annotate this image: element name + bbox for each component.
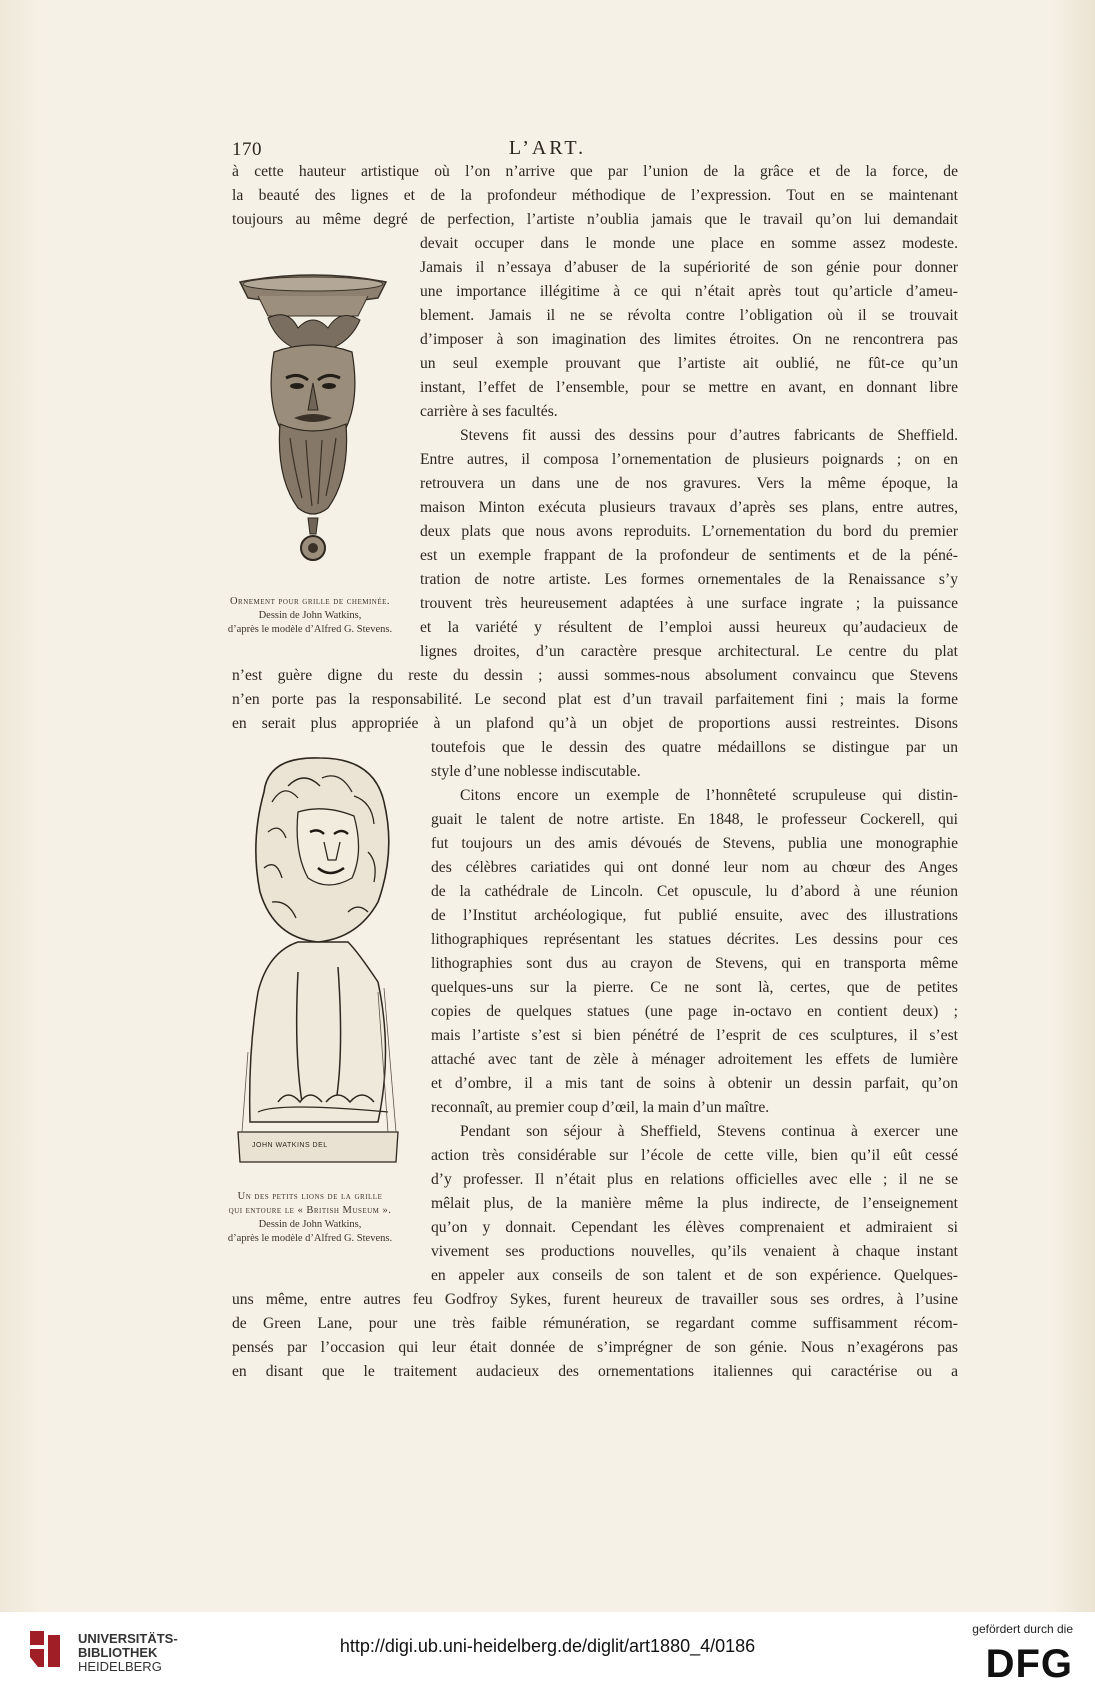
dfg-logo: DFG [985,1642,1073,1686]
text-line: à cette hauteur artistique où l’on n’arrive que par l’union de la grâce et de la force, de [232,163,958,180]
text-line: n’est guère digne du reste du dessin ; aussi sommes-nous absolument convaincu que Stevens [232,667,958,684]
ornament-illustration [228,268,398,588]
text-line: blement. Jamais il ne se révolta contre l’obligation où il se trouvait [420,307,958,324]
text-line: deux plats que nous avons reproduits. L’ornementation du bord du premier [420,523,958,540]
text-line: Stevens fit aussi des dessins pour d’autres fabricants de Sheffield. [460,427,958,444]
text-line: quelques-uns sur la pierre. Ce ne sont là, certes, que de petites [431,979,958,996]
text-line: une importance illégitime à ce qui n’était après tout qu’article d’ameu- [420,283,958,300]
text-line: lignes droites, d’un caractère presque architectural. Le centre du plat [420,643,958,660]
text-line: n’en porte pas la responsabilité. Le second plat est d’un travail parfaitement fini ; mais la forme [232,691,958,708]
caption-title: qui entoure le « British Museum ». [228,1205,392,1216]
text-line: retrouvera un dans une de nos gravures. Vers la même époque, la [420,475,958,492]
caption-line: Dessin de John Watkins, [258,1219,362,1230]
text-line: uns même, entre autres feu Godfroy Sykes, furent heureux de travailler sous ses ordres, à l’usine [232,1291,958,1308]
text-line: Jamais il n’essaya d’abuser de la supériorité de son génie pour donner [420,259,958,276]
permalink-url[interactable]: http://digi.ub.uni-heidelberg.de/diglit/art1880_4/0186 [339,1636,756,1656]
library-name-line: UNIVERSITÄTS- [78,1631,178,1646]
caption-title: Ornement pour grille de cheminée. [229,596,391,607]
text-line: qu’on y donnait. Cependant les élèves comprenaient et admiraient si [431,1219,958,1236]
text-line: est un exemple frappant de la profondeur de sentiments et de la péné- [420,547,958,564]
text-line: toujours au même degré de perfection, l’artiste n’oublia jamais que le travail qu’on lui demandait [232,211,958,228]
illustration-signature: JOHN WATKINS DEL [252,1142,328,1149]
text-line: instant, l’effet de l’ensemble, pour se mettre en avant, en donnant libre [420,379,958,396]
text-line: fut toujours un des amis dévoués de Stevens, publia une monographie [431,835,958,852]
lion-illustration [228,752,408,1182]
text-line: Citons encore un exemple de l’honnêteté scrupuleuse qui distin- [460,787,958,804]
text-line: d’y professer. Il n’était plus en relations officielles avec elle ; il ne se [431,1171,958,1188]
text-line: de la cathédrale de Lincoln. Cet opuscule, lu d’abord à une réunion [431,883,958,900]
text-line: lithographies sont dus au crayon de Stevens, qui en transporta même [431,955,958,972]
text-line: lithographiques représentant les statues décrites. Les dessins pour ces [431,931,958,948]
text-line: un seul exemple prouvant que l’artiste ait oublié, ne fût-ce qu’un [420,355,958,372]
text-line: d’imposer à son imagination des limites étroites. On ne rencontrera pas [420,331,958,348]
text-line: devait occuper dans le monde une place en somme assez modeste. [420,235,958,252]
text-line: mêlait plus, de la manière même la plus indirecte, de l’enseignement [431,1195,958,1212]
caption-line: d’après le modèle d’Alfred G. Stevens. [227,624,393,635]
text-line: la beauté des lignes et de la profondeur méthodique de l’expression. Tout en se maintenant [232,187,958,204]
library-name-line: HEIDELBERG [78,1659,162,1674]
text-line: en disant que le traitement audacieux des ornementations italiennes qui caractérise ou a [232,1363,958,1380]
viewer-footer [0,1612,1095,1694]
ornament-drawing [228,268,398,588]
text-line: style d’une noblesse indiscutable. [431,763,641,780]
text-line: tration de notre artiste. Les formes ornementales de la Renaissance s’y [420,571,958,588]
lion-drawing [228,752,408,1182]
text-line: de Green Lane, pour une très faible rémunération, se regardant comme suffisamment récom- [232,1315,958,1332]
text-line: trouvent très heureusement adaptées à une surface ingrate ; la puissance [420,595,958,612]
text-line: et la variété y résultent de l’emploi aussi heureux qu’audacieux de [420,619,958,636]
text-line: et d’ombre, il a mis tant de soins à obtenir un dessin parfait, qu’on [431,1075,958,1092]
text-line: action très considérable sur l’école de cette ville, bien qu’il eût cessé [431,1147,958,1164]
text-line: reconnaît, au premier coup d’œil, la main d’un maître. [431,1099,770,1116]
library-name-line: BIBLIOTHEK [78,1645,158,1660]
text-line: attaché avec tant de zèle à ménager adroitement les effets de lumière [431,1051,958,1068]
text-line: carrière à ses facultés. [420,403,558,420]
text-line: copies de quelques statues (une page in-octavo en contient deux) ; [431,1003,958,1020]
text-line: de l’Institut archéologique, fut publié ensuite, avec des illustrations [431,907,958,924]
text-line: Pendant son séjour à Sheffield, Stevens continua à exercer une [460,1123,958,1140]
text-line: toutefois que le dessin des quatre médaillons se distingue par un [431,739,958,756]
caption-line: Dessin de John Watkins, [258,610,362,621]
caption-line: d’après le modèle d’Alfred G. Stevens. [227,1233,393,1244]
text-line: Entre autres, il composa l’ornementation de plusieurs poignards ; on en [420,451,958,468]
running-head: L’ART. [508,137,587,159]
text-line: mais l’artiste s’est si bien pénétré de l’esprit de ces sculptures, il s’est [431,1027,958,1044]
text-line: en appeler aux conseils de son talent et de son expérience. Quelques- [431,1267,958,1284]
ornament-caption [215,595,405,637]
funding-note: gefördert durch die [972,1622,1073,1636]
text-line: vivement ses productions nouvelles, qu’ils venaient à chaque instant [431,1243,958,1260]
text-line: guait le talent de notre artiste. En 1848, le professeur Cockerell, qui [431,811,958,828]
lion-caption [215,1190,405,1246]
text-line: en serait plus appropriée à un plafond qu’à un objet de proportions aussi restreintes. Disons [232,715,958,732]
text-line: des célèbres cariatides qui ont donné leur nom au chœur des Anges [431,859,958,876]
text-line: maison Minton exécuta plusieurs travaux d’après ses plans, entre autres, [420,499,958,516]
caption-title: Un des petits lions de la grille [237,1191,383,1202]
page-number: 170 [232,139,262,160]
text-line: pensés par l’occasion qui leur était donnée de s’imprégner de son génie. Nous n’exagérons pas [232,1339,958,1356]
